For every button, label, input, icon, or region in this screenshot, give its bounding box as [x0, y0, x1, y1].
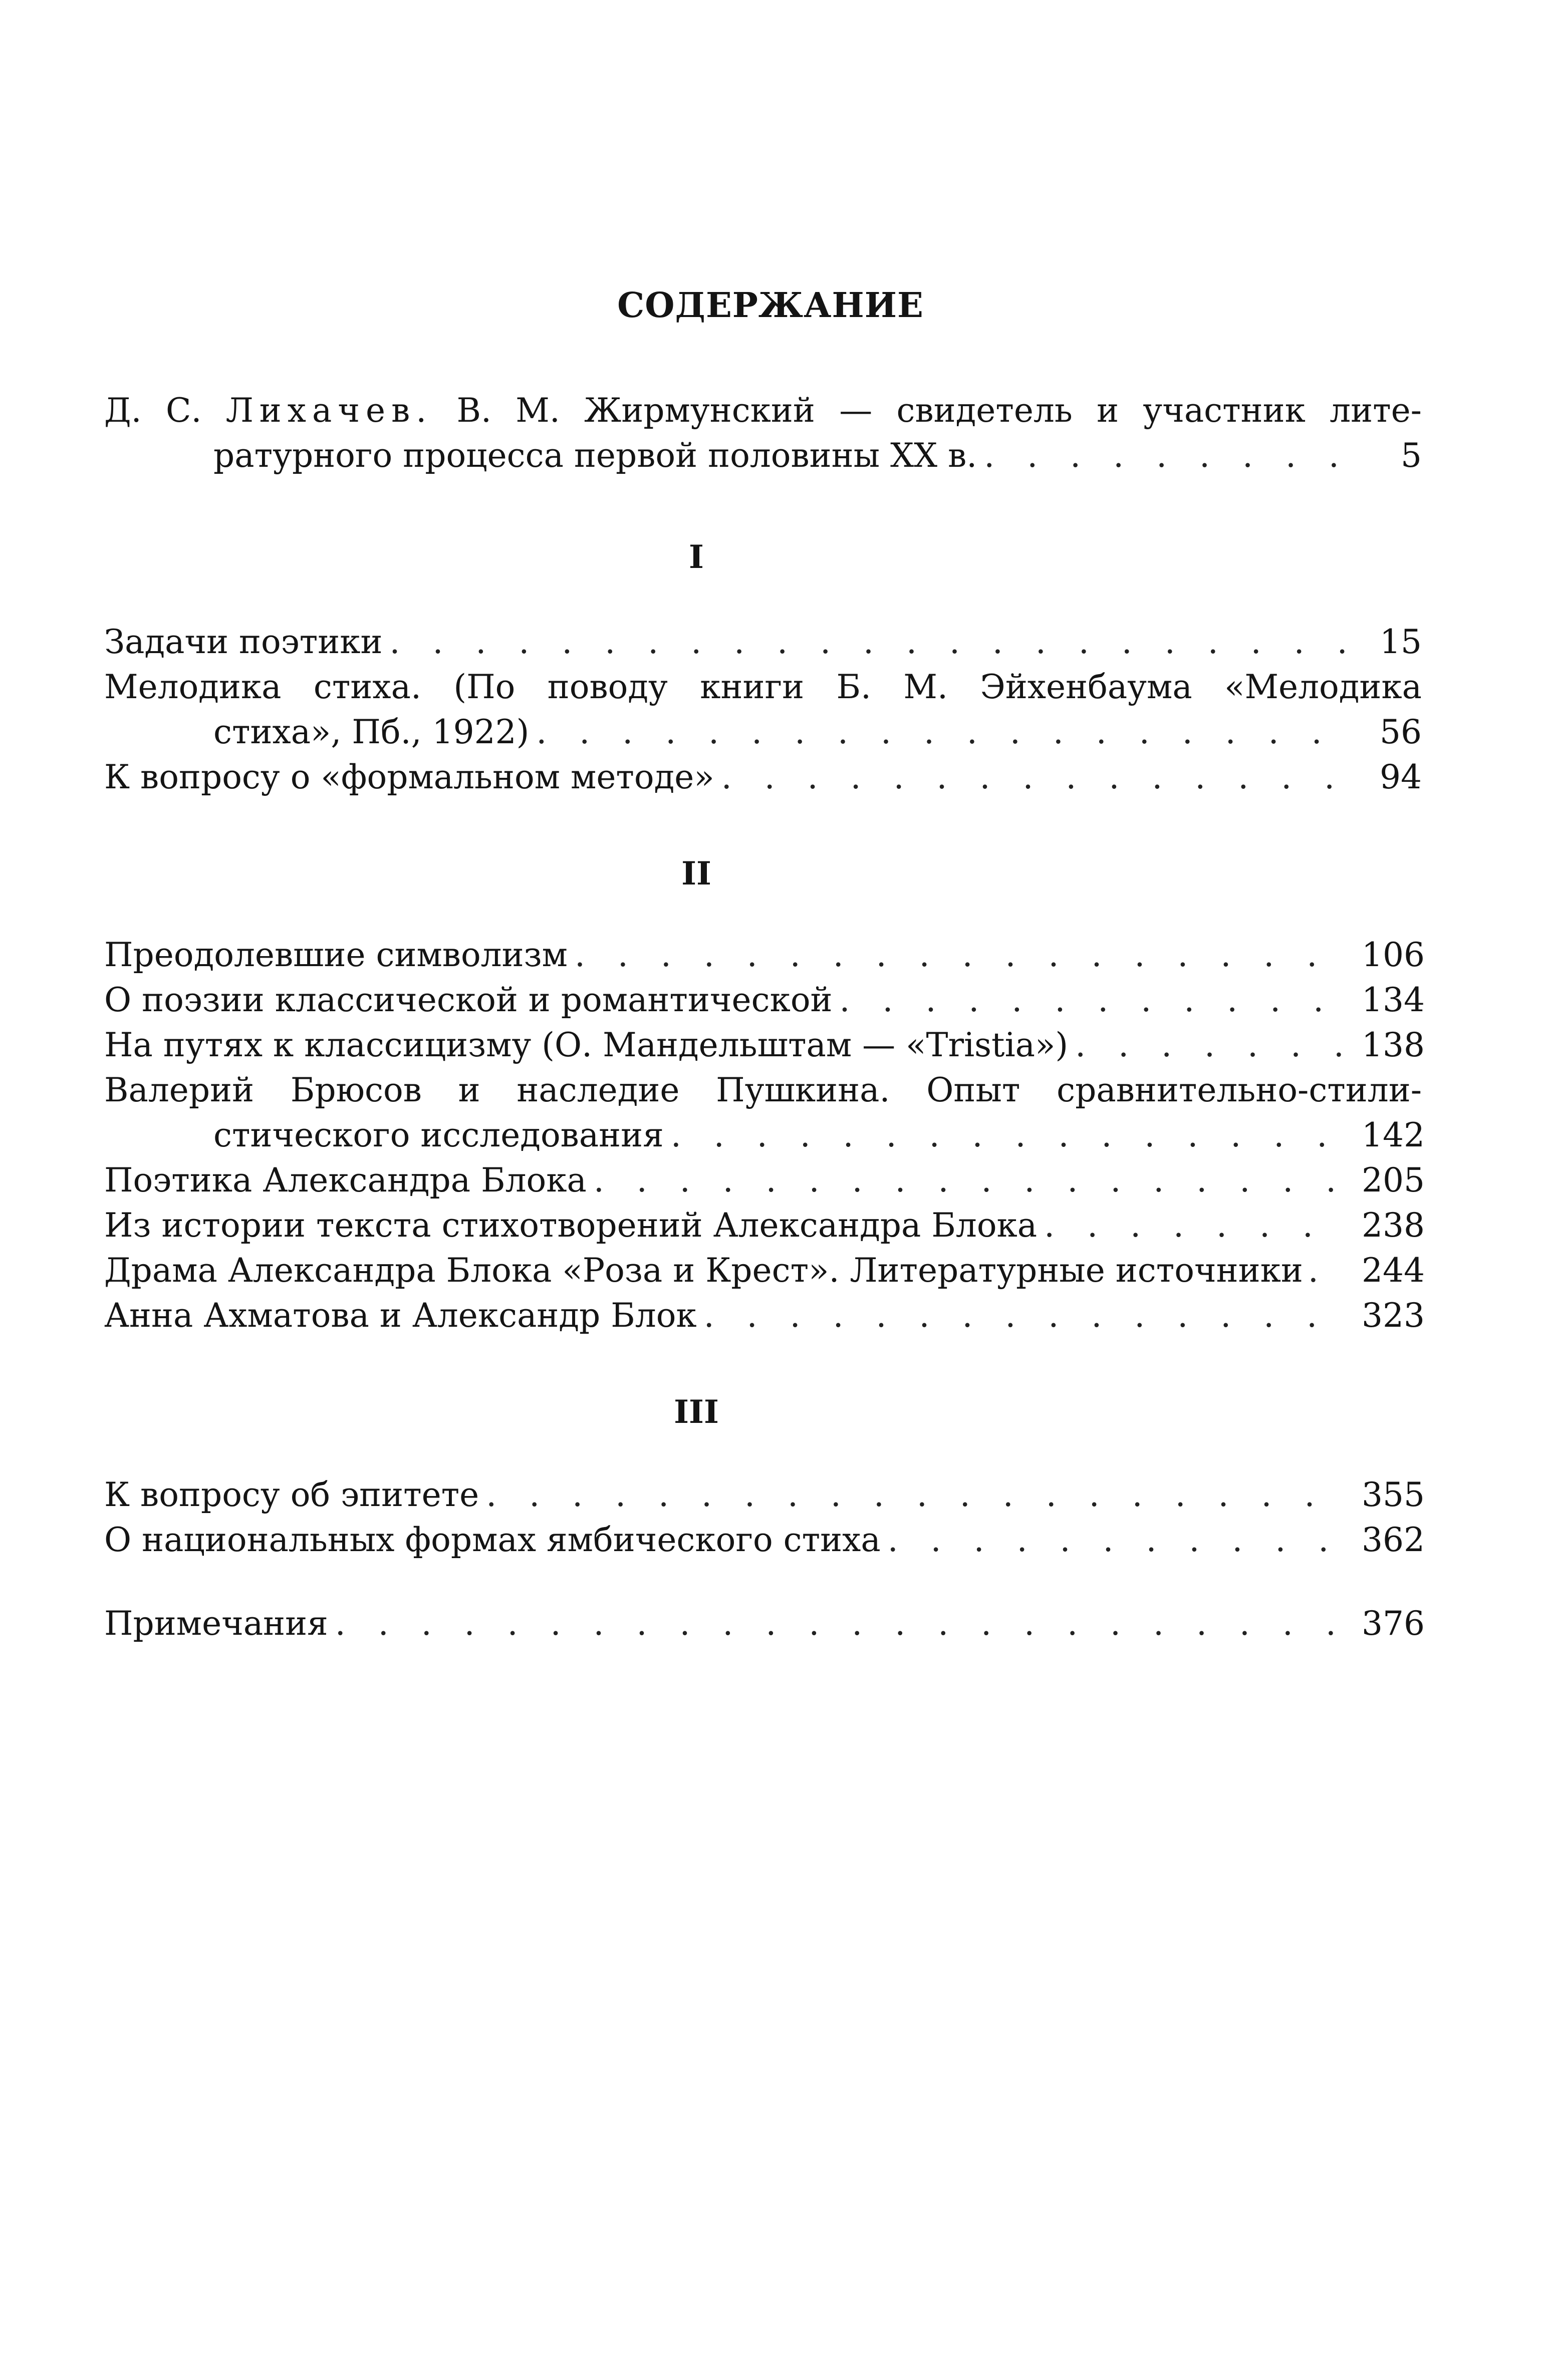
page-number: 5 [1401, 436, 1422, 475]
toc-entry [104, 755, 1422, 800]
dot-leader [575, 933, 1348, 978]
page-number: 205 [1362, 1161, 1425, 1200]
page-number: 134 [1362, 981, 1425, 1019]
toc-entry-text: Примечания [104, 1604, 328, 1643]
section-numeral: II [681, 855, 711, 892]
toc-entry [104, 1023, 1425, 1068]
toc-entry-line [104, 388, 1422, 433]
toc-entry [104, 1203, 1425, 1248]
page-number: 355 [1362, 1475, 1425, 1514]
toc-entry [104, 1472, 1425, 1518]
toc-entry [104, 620, 1422, 665]
page-number: 138 [1362, 1026, 1425, 1064]
author-initials: Д. С. [104, 391, 202, 430]
page-number: 94 [1380, 758, 1422, 796]
page-number: 244 [1362, 1251, 1425, 1290]
dot-leader [1308, 1248, 1348, 1293]
toc-entry [104, 1518, 1425, 1563]
toc-entry-text: Мелодика стиха. (По поводу книги Б. М. Эйхенбаума «Мелодика [104, 668, 1422, 706]
toc-entry-text: К вопросу об эпитете [104, 1475, 479, 1514]
page-number: 142 [1362, 1116, 1425, 1154]
dot-leader [1044, 1203, 1348, 1248]
toc-entry-text: Анна Ахматова и Александр Блок [104, 1296, 697, 1335]
toc-entry [104, 978, 1425, 1023]
toc-entry-line [104, 433, 1422, 478]
page-number: 15 [1380, 623, 1422, 661]
author-surname: Лихачев. [225, 391, 433, 430]
toc-entry [104, 1248, 1425, 1293]
dot-leader [840, 978, 1348, 1023]
toc-entry-text: стического исследования [213, 1116, 664, 1154]
toc-entry-text: Из истории текста стихотворений Александра Блока [104, 1206, 1038, 1245]
dot-leader [671, 1113, 1348, 1158]
toc-entry [104, 933, 1425, 978]
page-number: 56 [1380, 713, 1422, 751]
toc-entry-text: стиха», Пб., 1922) [213, 713, 530, 751]
page-number: 323 [1362, 1296, 1425, 1335]
dot-leader [888, 1518, 1348, 1563]
dot-leader [335, 1601, 1348, 1646]
dot-leader [390, 620, 1348, 665]
toc-entry [104, 1158, 1425, 1203]
page-number: 376 [1362, 1604, 1425, 1643]
page-title: СОДЕРЖАНИЕ [617, 285, 924, 326]
toc-entry-notes [104, 1601, 1425, 1646]
page-number: 106 [1362, 936, 1425, 974]
dot-leader [1075, 1023, 1348, 1068]
dot-leader [721, 755, 1348, 800]
toc-entry-text: Валерий Брюсов и наследие Пушкина. Опыт сравнительно-стили- [104, 1071, 1422, 1109]
dot-leader [486, 1472, 1348, 1518]
toc-entry-text: Преодолевшие символизм [104, 936, 568, 974]
toc-entry-text: Задачи поэтики [104, 623, 383, 661]
toc-entry-text: На путях к классицизму (О. Мандельштам — «Tristia») [104, 1026, 1069, 1064]
section-numeral: III [674, 1393, 719, 1431]
dot-leader [536, 710, 1348, 755]
toc-entry-text: К вопросу о «формальном методе» [104, 758, 714, 796]
dot-leader [594, 1158, 1348, 1203]
toc-entry-text: О поэзии классической и романтической [104, 981, 833, 1019]
toc-entry-text: В. М. Жирмунский — свидетель и участник лите- [456, 391, 1422, 430]
dot-leader [704, 1293, 1348, 1338]
section-numeral: I [689, 538, 704, 576]
dot-leader [984, 433, 1348, 478]
toc-entry [104, 1068, 1425, 1158]
toc-entry [104, 665, 1422, 755]
toc-entry-text: О национальных формах ямбического стиха [104, 1521, 881, 1559]
page-number: 238 [1362, 1206, 1425, 1245]
toc-entry [104, 1293, 1425, 1338]
page-number: 362 [1362, 1521, 1425, 1559]
toc-entry-text: ратурного процесса первой половины XX в. [213, 436, 977, 475]
toc-entry-text: Поэтика Александра Блока [104, 1161, 587, 1200]
toc-entry-text: Драма Александра Блока «Роза и Крест». Литературные источники [104, 1251, 1303, 1290]
toc-entry-intro [104, 388, 1422, 478]
